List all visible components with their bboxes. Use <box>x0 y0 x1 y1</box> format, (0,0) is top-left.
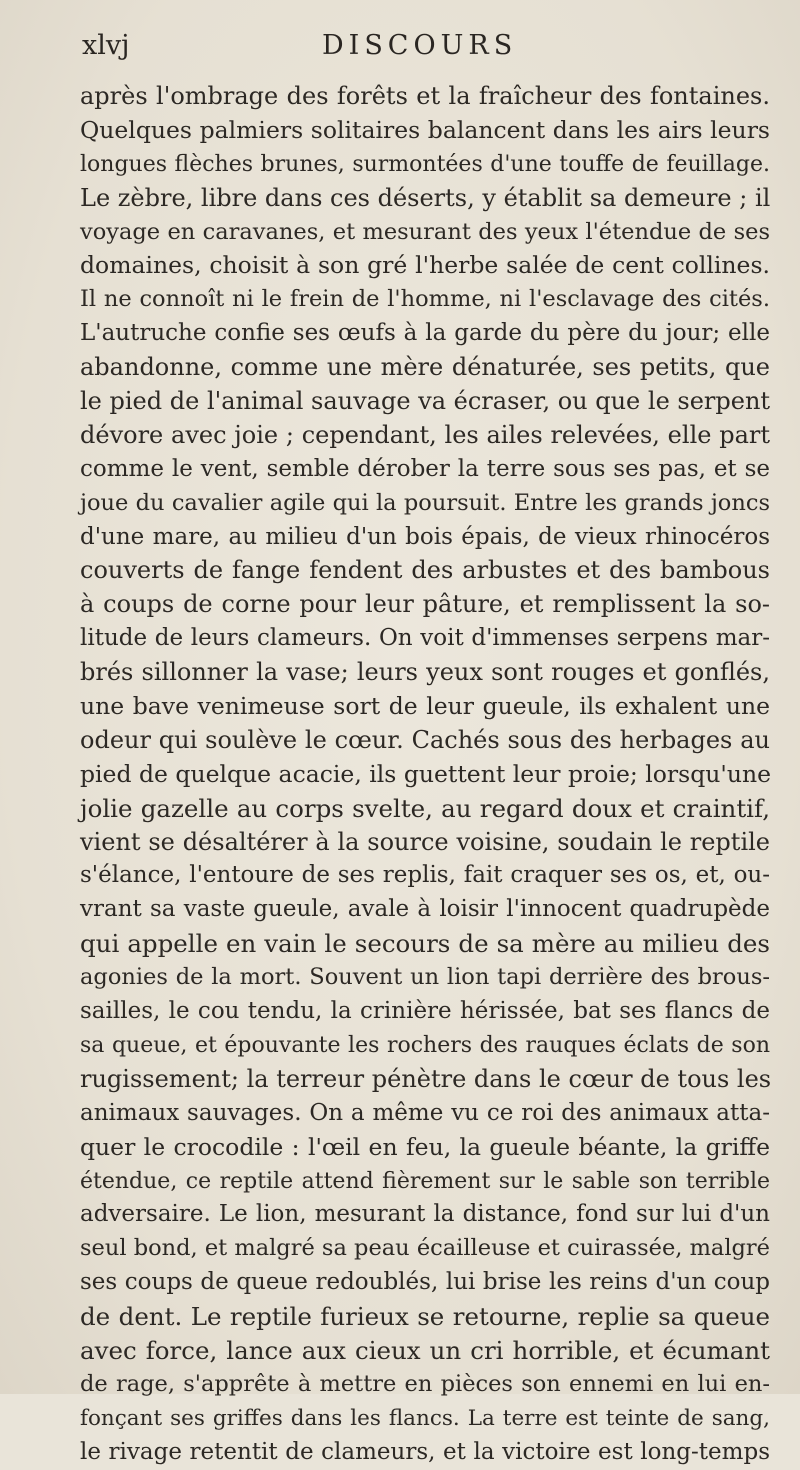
text-line: longues flèches brunes, surmontées d'une touffe de feuillage. <box>80 151 770 177</box>
text-line: L'autruche confie ses œufs à la garde du père du jour; elle <box>80 320 770 347</box>
text-line: avec force, lance aux cieux un cri horrible, et écumant <box>80 1335 770 1365</box>
text-line: pied de quelque acacie, ils guettent leur proie; lorsqu'une <box>80 759 772 788</box>
page-number: xlvj <box>82 30 130 61</box>
text-line: comme le vent, semble dérober la terre sous ses pas, et se <box>80 455 770 482</box>
text-line: agonies de la mort. Souvent un lion tapi derrière des brous- <box>80 964 770 991</box>
text-line: une bave venimeuse sort de leur gueule, ils exhalent une <box>80 692 770 721</box>
text-line: Le zèbre, libre dans ces déserts, y établit sa demeure ; il <box>80 183 771 212</box>
text-line: dévore avec joie ; cependant, les ailes relevées, elle part <box>80 420 770 449</box>
text-line: vrant sa vaste gueule, avale à loisir l'innocent quadrupède <box>80 896 770 923</box>
text-line: couverts de fange fendent des arbustes et des bambous <box>80 556 770 585</box>
text-line: étendue, ce reptile attend fièrement sur le sable son terrible <box>80 1168 770 1194</box>
text-line: jolie gazelle au corps svelte, au regard doux et craintif, <box>80 793 770 823</box>
text-line: brés sillonner la vase; leurs yeux sont rouges et gonflés, <box>80 658 770 687</box>
text-line: litude de leurs clameurs. On voit d'immenses serpens mar- <box>80 625 770 652</box>
text-line: qui appelle en vain le secours de sa mère au milieu des <box>80 929 770 959</box>
text-line: de rage, s'apprête à mettre en pièces son ennemi en lui en- <box>80 1370 770 1397</box>
page-header <box>82 28 762 68</box>
text-line: Il ne connoît ni le frein de l'homme, ni l'esclavage des cités. <box>80 286 770 313</box>
body-text <box>80 80 770 1470</box>
text-line: quer le crocodile : l'œil en feu, la gueule béante, la griffe <box>80 1132 770 1161</box>
text-line: odeur qui soulève le cœur. Cachés sous des herbages au <box>80 725 770 754</box>
text-line: rugissement; la terreur pénètre dans le cœur de tous les <box>80 1064 772 1093</box>
text-line: animaux sauvages. On a même vu ce roi des animaux atta- <box>80 1099 770 1126</box>
text-line: le pied de l'animal sauvage va écraser, ou que le serpent <box>80 387 771 416</box>
text-line: à coups de corne pour leur pâture, et remplissent la so- <box>80 590 770 619</box>
text-line: sa queue, et épouvante les rochers des rauques éclats de son <box>80 1032 770 1058</box>
text-line: le rivage retentit de clameurs, et la victoire est long-temps <box>80 1438 770 1465</box>
text-line: domaines, choisit à son gré l'herbe salée de cent collines. <box>80 251 770 280</box>
text-line: fonçant ses griffes dans les flancs. La terre est teinte de sang, <box>80 1405 770 1431</box>
text-line: d'une mare, au milieu d'un bois épais, de vieux rhinocéros <box>80 523 770 550</box>
text-line: après l'ombrage des forêts et la fraîcheur des fontaines. <box>80 82 770 110</box>
text-line: abandonne, comme une mère dénaturée, ses petits, que <box>80 353 770 382</box>
text-line: de dent. Le reptile furieux se retourne, replie sa queue <box>80 1302 770 1332</box>
text-line: seul bond, et malgré sa peau écailleuse et cuirassée, malgré <box>80 1235 770 1262</box>
text-line: voyage en caravanes, et mesurant des yeux l'étendue de ses <box>80 218 770 245</box>
text-line: ses coups de queue redoublés, lui brise les reins d'un coup <box>80 1269 770 1296</box>
text-line: joue du cavalier agile qui la poursuit. Entre les grands joncs <box>80 489 770 516</box>
running-head: DISCOURS <box>322 30 518 61</box>
text-line: Quelques palmiers solitaires balancent dans les airs leurs <box>80 115 770 144</box>
text-line: s'élance, l'entoure de ses replis, fait craquer ses os, et, ou- <box>80 862 770 889</box>
text-line: sailles, le cou tendu, la crinière hérissée, bat ses flancs de <box>80 998 770 1025</box>
text-line: vient se désaltérer à la source voisine, soudain le reptile <box>80 827 770 856</box>
text-line: adversaire. Le lion, mesurant la distance, fond sur lui d'un <box>80 1201 770 1228</box>
